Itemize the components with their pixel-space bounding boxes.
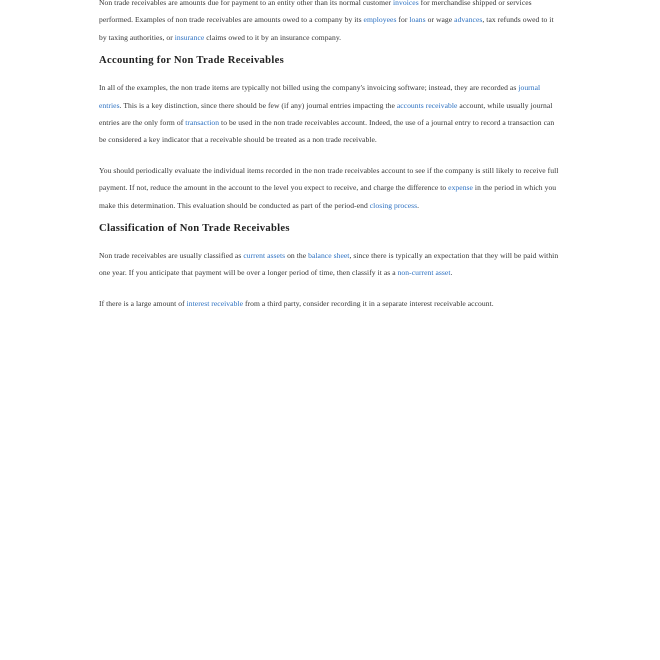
text-run: or wage — [425, 15, 455, 25]
link-interest-receivable[interactable]: interest receivable — [186, 298, 244, 308]
link-advances[interactable]: advances — [454, 15, 483, 25]
text-run: . — [450, 268, 453, 278]
text-run: to be used in the non trade receivables account. Indeed, the use of a journal entry to record a transaction can be considered a key indicator that a receivable should be treated as a non trade receivable. — [99, 118, 555, 145]
accounting-paragraph-1 — [99, 79, 561, 149]
link-loans[interactable]: loans — [409, 15, 426, 25]
intro-paragraph — [99, 0, 561, 46]
section-heading-accounting: Accounting for Non Trade Receivables — [99, 55, 284, 67]
text-run: If there is a large amount of — [99, 298, 187, 308]
link-balance-sheet[interactable]: balance sheet — [308, 251, 350, 261]
text-run: for merchandise shipped or services performed. Examples of non trade receivables are amounts owed to a company by its — [99, 0, 532, 25]
text-run: claims owed to it by an insurance company. — [204, 32, 342, 42]
link-current-assets[interactable]: current assets — [243, 251, 286, 261]
link-invoices[interactable]: invoices — [393, 0, 419, 7]
link-journal-entries[interactable]: journal entries — [99, 83, 541, 110]
classification-paragraph-2 — [99, 295, 561, 312]
link-non-current-asset[interactable]: non-current asset — [397, 268, 451, 278]
text-run: In all of the examples, the non trade items are typically not billed using the company's invoicing software; instead, they are recorded as — [99, 83, 519, 93]
text-run: You should periodically evaluate the individual items recorded in the non trade receivables account to see if the company is still likely to receive full payment. If not, reduce the amount in the account to the level you expect to receive, and charge the difference to — [99, 165, 559, 193]
text-run: from a third party, consider recording it in a separate interest receivable account. — [243, 298, 494, 308]
text-run: Non trade receivables are amounts due for payment to an entity other than its normal customer — [99, 0, 394, 7]
section-heading-classification: Classification of Non Trade Receivables — [99, 223, 290, 235]
link-employees[interactable]: employees — [363, 15, 397, 25]
link-expense[interactable]: expense — [448, 183, 473, 193]
classification-paragraph-1 — [99, 247, 561, 282]
link-insurance[interactable]: insurance — [174, 32, 205, 42]
text-run: , tax refunds owed to it by taxing authorities, or — [99, 15, 554, 42]
text-run: in the period in which you make this determination. This evaluation should be conducted as part of the period-end — [99, 183, 557, 210]
text-run: for — [396, 15, 410, 25]
text-run: account, while usually journal entries are the only form of — [99, 100, 553, 128]
link-accounts-receivable[interactable]: accounts receivable — [396, 100, 458, 110]
text-run: . This is a key distinction, since there should be few (if any) journal entries impacting the — [119, 100, 397, 110]
accounting-paragraph-2 — [99, 162, 561, 214]
text-run: on the — [285, 251, 309, 261]
text-run: , since there is typically an expectation that they will be paid within one year. If you anticipate that payment will be over a longer period of time, then classify it as a — [99, 251, 559, 278]
text-run: Non trade receivables are usually classified as — [99, 251, 244, 261]
link-closing-process[interactable]: closing process — [369, 200, 418, 210]
link-transaction[interactable]: transaction — [185, 118, 220, 128]
article-body — [99, 0, 561, 312]
text-run: . — [417, 200, 420, 210]
